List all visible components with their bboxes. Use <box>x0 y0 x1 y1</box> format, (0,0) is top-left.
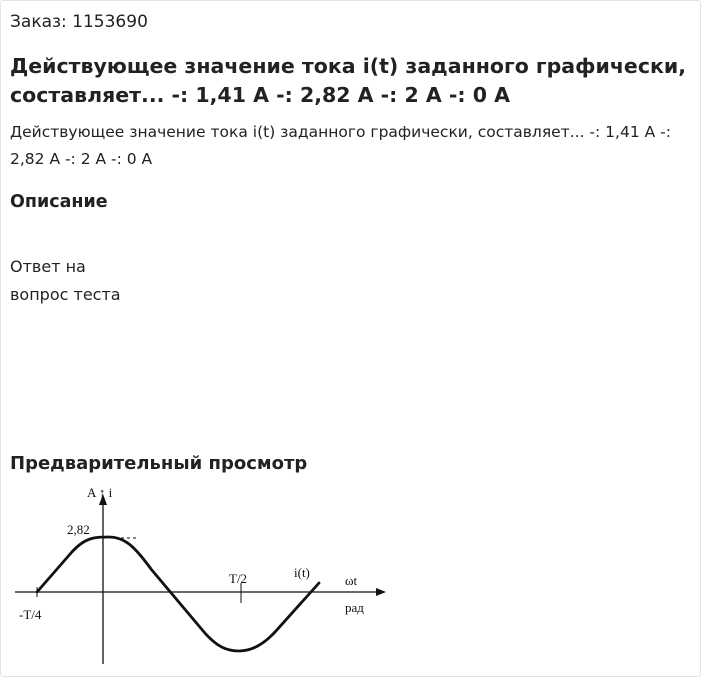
peak-label: 2,82 <box>67 522 90 537</box>
left-tick-label: -T/4 <box>19 607 42 622</box>
preview-heading: Предварительный просмотр <box>10 453 308 474</box>
current-waveform-graph <box>1 479 401 674</box>
page-title: Действующее значение тока i(t) заданного графически, составляет... -: 1,41 А -: 2,82 А -: 2 А -: 0 А <box>10 54 687 107</box>
curve-label: i(t) <box>294 565 310 580</box>
x-axis-arrow <box>376 588 386 596</box>
x-axis-label-top: ωt <box>345 573 358 588</box>
answer-line-2: вопрос теста <box>10 285 121 304</box>
x-axis-label-bottom: рад <box>345 600 364 615</box>
answer-text <box>10 253 170 309</box>
description-heading: Описание <box>10 192 108 212</box>
current-curve <box>37 537 319 651</box>
order-number: Заказ: 1153690 <box>10 12 148 32</box>
half-period-label: T/2 <box>229 571 248 586</box>
answer-line-1: Ответ на <box>10 257 86 276</box>
question-text: Действующее значение тока i(t) заданного графически, составляет... -: 1,41 А -: 2,82 А -: 2 А -: 0 А <box>10 123 671 168</box>
y-axis-label: A ↑ i <box>87 485 113 500</box>
